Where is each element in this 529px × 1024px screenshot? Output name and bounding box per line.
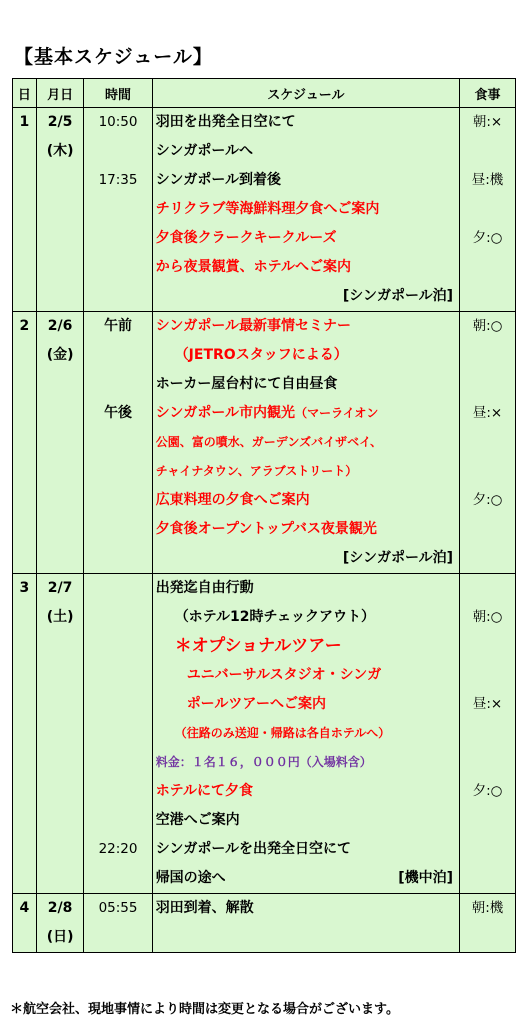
header-row <box>13 79 516 108</box>
date: 2/8 <box>47 900 73 916</box>
meal <box>460 923 515 952</box>
schedule-item-main: 帰国の途へ <box>155 870 226 886</box>
time: 午後 <box>104 405 133 421</box>
schedule-item: （往路のみ送迎・帰路は各自ホテルへ） <box>174 726 391 740</box>
weekday: (木) <box>46 143 74 159</box>
time <box>84 864 151 893</box>
schedule-item: から夜景観賞、ホテルへご案内 <box>155 259 351 275</box>
meal <box>460 544 515 573</box>
schedule-item: シンガポールへ <box>155 143 254 159</box>
meal: 朝:機 <box>471 900 504 916</box>
time <box>84 544 151 573</box>
date: 2/7 <box>47 580 73 596</box>
schedule-item: （ホテル12時チェックアウト） <box>174 609 376 625</box>
schedule-item: （JETROスタッフによる） <box>174 347 348 363</box>
header-date: 月日 <box>36 79 84 108</box>
meal <box>460 632 515 661</box>
meal <box>460 574 515 603</box>
day-number: 4 <box>19 900 30 916</box>
meal <box>460 253 515 282</box>
meal <box>460 748 515 777</box>
meal: 昼:× <box>472 405 503 421</box>
schedule-item: 羽田到着、解散 <box>155 900 254 916</box>
header-schedule: スケジュール <box>152 79 459 108</box>
meal <box>460 719 515 748</box>
schedule-item: 羽田を出発全日空にて <box>155 114 296 130</box>
date: 2/6 <box>47 318 73 334</box>
schedule-item: 夕食後クラークキークルーズ <box>155 230 337 246</box>
overnight-note: [シンガポール泊] <box>342 288 454 304</box>
overnight-note: [シンガポール泊] <box>342 550 454 566</box>
schedule-item: ホテルにて夕食 <box>155 783 253 799</box>
meal <box>460 864 515 893</box>
time <box>84 748 151 777</box>
meal: 夕:○ <box>472 492 503 508</box>
schedule-item: 出発迄自由行動 <box>155 580 254 596</box>
day-row-2 <box>13 312 516 574</box>
day-row-1 <box>13 108 516 312</box>
weekday: (土) <box>46 609 74 625</box>
meal: 夕:○ <box>472 230 503 246</box>
time <box>84 923 151 952</box>
time <box>84 632 151 661</box>
meal: 朝:○ <box>472 609 503 625</box>
time: 05:55 <box>98 900 138 916</box>
meal <box>460 282 515 311</box>
schedule-item: 空港へご案内 <box>155 812 240 828</box>
meal: 昼:× <box>472 696 503 712</box>
meal <box>460 428 515 457</box>
meal <box>460 515 515 544</box>
day-row-4 <box>13 894 516 953</box>
header-time: 時間 <box>84 79 152 108</box>
header-day: 日 <box>13 79 37 108</box>
time <box>84 341 151 370</box>
time: 17:35 <box>98 172 138 188</box>
time <box>84 690 151 719</box>
schedule-item: 広東料理の夕食へご案内 <box>155 492 310 508</box>
schedule-item: シンガポールを出発全日空にて <box>155 841 352 857</box>
schedule-item: ポールツアーへご案内 <box>186 696 326 712</box>
schedule-item: チリクラブ等海鮮料理夕食へご案内 <box>155 201 380 217</box>
meal: 昼:機 <box>471 172 504 188</box>
header-meal: 食事 <box>460 79 516 108</box>
meal: 朝:○ <box>472 318 503 334</box>
time: 午前 <box>104 318 133 334</box>
time <box>84 806 151 835</box>
time <box>84 224 151 253</box>
fee-note: 料金：１名１６，０００円（入場料含） <box>155 755 372 769</box>
day-number: 1 <box>19 114 30 130</box>
footnote: ＊航空会社、現地事情により時間は変更となる場合がございます。 <box>10 1002 399 1017</box>
meal <box>460 806 515 835</box>
schedule-item <box>153 923 459 952</box>
meal: 夕:○ <box>472 783 503 799</box>
schedule-item: 夕食後オープントップバス夜景観光 <box>155 521 377 537</box>
date: 2/5 <box>47 114 73 130</box>
schedule-item <box>153 399 459 428</box>
schedule-item-main: シンガポール市内観光 <box>155 405 296 421</box>
time <box>84 253 151 282</box>
meal: 朝:× <box>472 114 503 130</box>
schedule-item: シンガポール最新事情セミナー <box>155 318 352 334</box>
day-number: 3 <box>19 580 30 596</box>
day-number: 2 <box>19 318 30 334</box>
time <box>84 603 151 632</box>
time <box>84 457 151 486</box>
day-row-3 <box>13 574 516 894</box>
schedule-item: 公園、富の噴水、ガーデンズバイザベイ、 <box>155 435 383 449</box>
overnight-note: [機中泊] <box>398 870 454 886</box>
meal <box>460 370 515 399</box>
time <box>84 428 151 457</box>
meal <box>460 195 515 224</box>
meal <box>460 341 515 370</box>
optional-tour-heading: ＊オプショナルツアー <box>174 636 342 656</box>
time <box>84 282 151 311</box>
schedule-item <box>153 864 459 893</box>
time: 22:20 <box>98 841 138 857</box>
schedule-item: シンガポール到着後 <box>155 172 282 188</box>
schedule-item: チャイナタウン、アラブストリート） <box>155 464 358 478</box>
time <box>84 195 151 224</box>
meal <box>460 661 515 690</box>
time <box>84 515 151 544</box>
time: 10:50 <box>98 114 138 130</box>
schedule-item: ホーカー屋台村にて自由昼食 <box>155 376 338 392</box>
time <box>84 777 151 806</box>
time <box>84 719 151 748</box>
weekday: (日) <box>46 929 74 945</box>
time <box>84 574 151 603</box>
schedule-table <box>12 78 516 953</box>
schedule-item: ユニバーサルスタジオ・シンガ <box>186 667 382 683</box>
meal <box>460 457 515 486</box>
page-title: 【基本スケジュール】 <box>14 46 213 68</box>
time <box>84 137 151 166</box>
time <box>84 486 151 515</box>
meal <box>460 137 515 166</box>
time <box>84 661 151 690</box>
schedule-item-sub: （マーライオン <box>295 406 379 420</box>
time <box>84 370 151 399</box>
meal <box>460 835 515 864</box>
weekday: (金) <box>46 347 74 363</box>
